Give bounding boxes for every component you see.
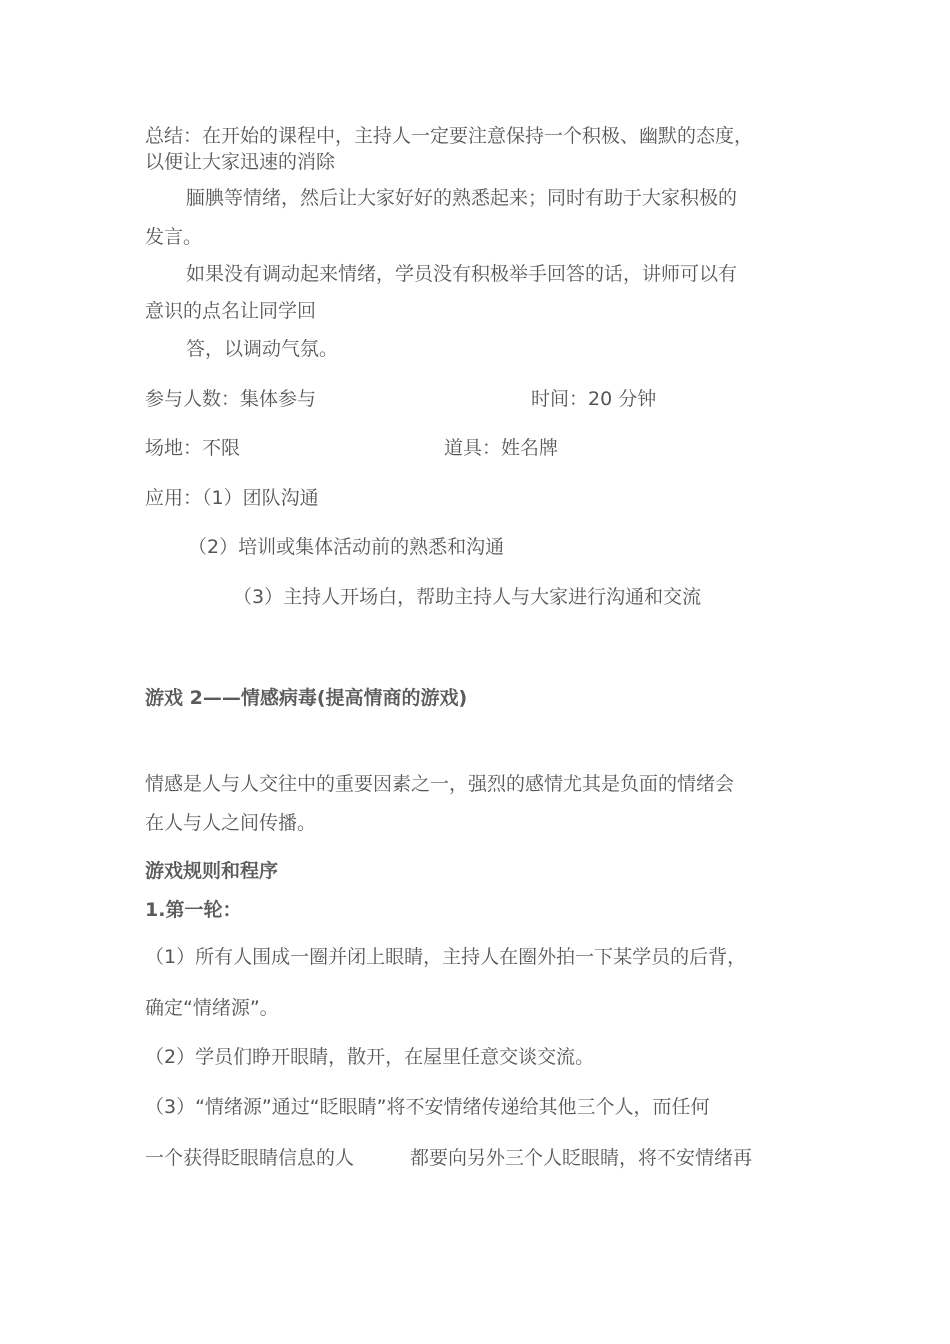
summary-line-6: 意识的点名让同学回 xyxy=(145,300,317,322)
summary-line-2: 以便让大家迅速的消除 xyxy=(145,151,336,173)
step1-line-1: （1）所有人围成一圈并闭上眼睛，主持人在圈外拍一下某学员的后背， xyxy=(145,946,747,968)
step3-line-1: （3）“情绪源”通过“眨眼睛”将不安情绪传递给其他三个人，而任何 xyxy=(145,1096,710,1118)
step2-text: （2）学员们睁开眼睛，散开，在屋里任意交谈交流。 xyxy=(145,1046,595,1068)
round1-heading: 1.第一轮： xyxy=(145,899,242,921)
game2-title: 游戏 2——情感病毒(提高情商的游戏) xyxy=(145,687,468,709)
summary-line-7: 答，以调动气氛。 xyxy=(186,338,339,360)
rules-heading: 游戏规则和程序 xyxy=(145,860,279,882)
props-text: 道具：姓名牌 xyxy=(444,437,559,459)
application-item-1: 应用：（1）团队沟通 xyxy=(145,487,319,509)
game2-intro-line-1: 情感是人与人交往中的重要因素之一，强烈的感情尤其是负面的情绪会 xyxy=(145,773,735,795)
summary-line-4: 发言。 xyxy=(145,226,203,248)
summary-line-3: 腼腆等情绪，然后让大家好好的熟悉起来；同时有助于大家积极的 xyxy=(186,187,738,209)
application-item-2: （2）培训或集体活动前的熟悉和沟通 xyxy=(188,536,505,558)
application-item-3: （3）主持人开场白，帮助主持人与大家进行沟通和交流 xyxy=(233,586,702,608)
game2-intro-line-2: 在人与人之间传播。 xyxy=(145,812,317,834)
participants-text: 参与人数：集体参与 xyxy=(145,388,317,410)
step3-line-2a: 一个获得眨眼睛信息的人 xyxy=(145,1147,355,1169)
venue-text: 场地：不限 xyxy=(145,437,241,459)
step3-line-2b: 都要向另外三个人眨眼睛，将不安情绪再 xyxy=(410,1147,753,1169)
summary-line-1: 总结：在开始的课程中，主持人一定要注意保持一个积极、幽默的态度， xyxy=(145,125,754,147)
summary-line-5: 如果没有调动起来情绪，学员没有积极举手回答的话，讲师可以有 xyxy=(186,263,738,285)
step1-line-2: 确定“情绪源”。 xyxy=(145,997,279,1019)
time-text: 时间：20 分钟 xyxy=(531,388,657,410)
